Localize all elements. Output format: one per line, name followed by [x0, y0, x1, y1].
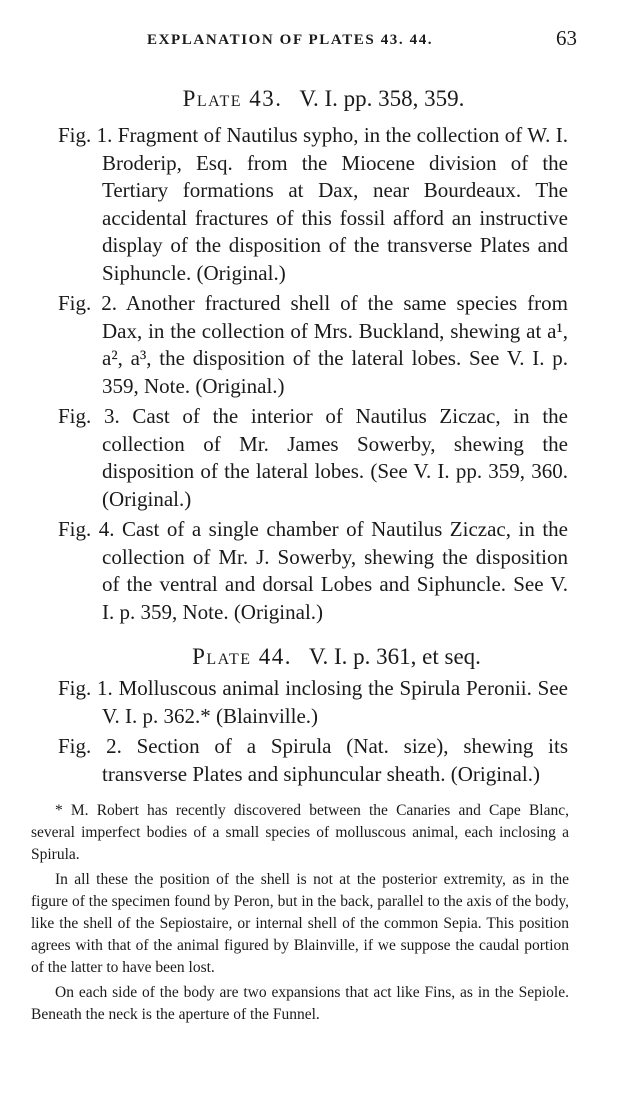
- plate-43-fig-4: Fig. 4. Cast of a single chamber of Nautilus Ziczac, in the collection of Mr. J. Sowerby, shewing the disposition of the ventral and dorsal Lobes and Siphuncle. See V. I. p. 359, Note. (Original.): [58, 517, 568, 624]
- footnote: [31, 800, 569, 1026]
- footnote-paragraph-3: On each side of the body are two expansions that act like Fins, as in the Sepiole. Beneath the neck is the aperture of the Funnel.: [31, 984, 569, 1023]
- plate-44-reference: V. I. p. 361, et seq.: [308, 644, 481, 669]
- plate-43-figure-list: [58, 122, 568, 626]
- plate-43-fig-1: Fig. 1. Fragment of Nautilus sypho, in the collection of W. I. Broderip, Esq. from the Miocene division of the Tertiary formations at Dax, near Bourdeaux. The accidental fractures of this fossil afford an instructive display of the disposition of the transverse Plates and Siphuncle. (Original.): [58, 123, 568, 285]
- plate-44-figure-list: [58, 675, 568, 788]
- plate-44-fig-1: Fig. 1. Molluscous animal inclosing the Spirula Peronii. See V. I. p. 362.* (Blainville.): [58, 676, 568, 728]
- plate-44-heading: [0, 642, 639, 672]
- plate-43-label: Plate 43.: [182, 86, 283, 111]
- page-number: 63: [556, 26, 577, 50]
- plate-44-label: Plate 44.: [192, 644, 292, 669]
- plate-43-heading: [0, 84, 639, 114]
- running-title: EXPLANATION OF PLATES 43. 44.: [147, 32, 434, 48]
- footnote-paragraph-1: * M. Robert has recently discovered between the Canaries and Cape Blanc, several imperfect bodies of a small species of molluscous animal, each inclosing a Spirula.: [31, 802, 569, 863]
- plate-43-reference: V. I. pp. 358, 359.: [299, 86, 465, 111]
- footnote-paragraph-2: In all these the position of the shell is not at the posterior extremity, as in the figure of the specimen found by Peron, but in the back, parallel to the axis of the body, like the shell of the Sepiostaire, or internal shell of the common Sepia. This position agrees with that of the animal figured by Blainville, if we suppose the caudal portion of the latter to have been lost.: [31, 871, 569, 976]
- running-head: [0, 22, 639, 52]
- plate-43-fig-3: Fig. 3. Cast of the interior of Nautilus Ziczac, in the collection of Mr. James Sowerby, shewing the disposition of the lateral lobes. (See V. I. pp. 359, 360. (Original.): [58, 404, 568, 511]
- plate-44-fig-2: Fig. 2. Section of a Spirula (Nat. size), shewing its transverse Plates and siphuncular sheath. (Original.): [58, 734, 568, 786]
- plate-43-fig-2: Fig. 2. Another fractured shell of the same species from Dax, in the collection of Mrs. Buckland, shewing at a¹, a², a³, the disposition of the lateral lobes. See V. I. p. 359, Note. (Original.): [58, 291, 568, 398]
